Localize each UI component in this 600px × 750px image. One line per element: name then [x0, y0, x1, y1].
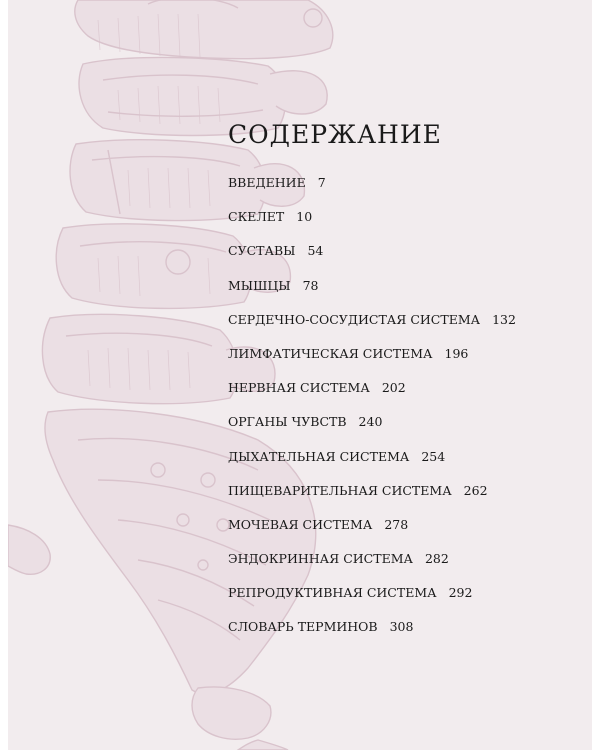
- toc-item-label: СУСТАВЫ: [228, 243, 296, 259]
- toc-item-page: 292: [448, 585, 473, 601]
- toc-item-endocrine: [228, 542, 588, 576]
- toc-item-label: НЕРВНАЯ СИСТЕМА: [228, 380, 370, 396]
- page-title: СОДЕРЖАНИЕ: [228, 120, 442, 149]
- toc-item-page: 132: [492, 311, 516, 327]
- toc-item-page: 54: [307, 243, 324, 259]
- toc-item-senses: [228, 405, 588, 439]
- toc-item-introduction: [228, 166, 588, 200]
- toc-item-muscles: [228, 269, 588, 303]
- toc-item-label: ПИЩЕВАРИТЕЛЬНАЯ СИСТЕМА: [228, 482, 452, 498]
- toc-item-page: 196: [444, 345, 469, 361]
- toc-item-skeleton: [228, 200, 588, 234]
- toc-item-joints: [228, 234, 588, 268]
- toc-item-page: 240: [358, 414, 383, 430]
- toc-item-lymphatic: [228, 337, 588, 371]
- toc-item-label: СЛОВАРЬ ТЕРМИНОВ: [228, 619, 378, 635]
- toc-item-digestive: [228, 474, 588, 508]
- toc-item-label: ВВЕДЕНИЕ: [228, 175, 306, 190]
- book-page: [8, 0, 592, 750]
- toc-item-nervous: [228, 371, 588, 405]
- toc-item-urinary: [228, 508, 588, 542]
- toc-item-label: МОЧЕВАЯ СИСТЕМА: [228, 516, 373, 532]
- toc-item-label: ОРГАНЫ ЧУВСТВ: [228, 414, 347, 430]
- toc-item-cardiovascular: [228, 303, 588, 337]
- toc-item-label: СЕРДЕЧНО-СОСУДИСТАЯ СИСТЕМА: [228, 311, 481, 327]
- toc-item-page: 308: [389, 619, 414, 635]
- toc-item-label: ЛИМФАТИЧЕСКАЯ СИСТЕМА: [228, 345, 433, 361]
- toc-item-label: МЫШЦЫ: [228, 277, 291, 293]
- toc-item-page: 78: [302, 277, 319, 293]
- toc-list: [228, 166, 588, 645]
- toc-item-label: ДЫХАТЕЛЬНАЯ СИСТЕМА: [228, 448, 410, 464]
- toc-item-page: 10: [296, 209, 313, 225]
- toc-item-reproductive: [228, 576, 588, 610]
- toc-item-label: РЕПРОДУКТИВНАЯ СИСТЕМА: [228, 585, 437, 601]
- toc-item-page: 202: [381, 380, 406, 396]
- table-of-contents: [228, 118, 588, 645]
- toc-item-page: 254: [421, 448, 446, 464]
- toc-item-page: 278: [384, 516, 409, 532]
- toc-item-glossary: [228, 610, 588, 644]
- toc-item-respiratory: [228, 440, 588, 474]
- toc-item-label: СКЕЛЕТ: [228, 209, 285, 225]
- toc-item-page: 282: [424, 551, 449, 567]
- toc-item-page: 262: [463, 482, 488, 498]
- toc-item-label: ЭНДОКРИННАЯ СИСТЕМА: [228, 551, 413, 567]
- toc-item-page: 7: [317, 175, 326, 190]
